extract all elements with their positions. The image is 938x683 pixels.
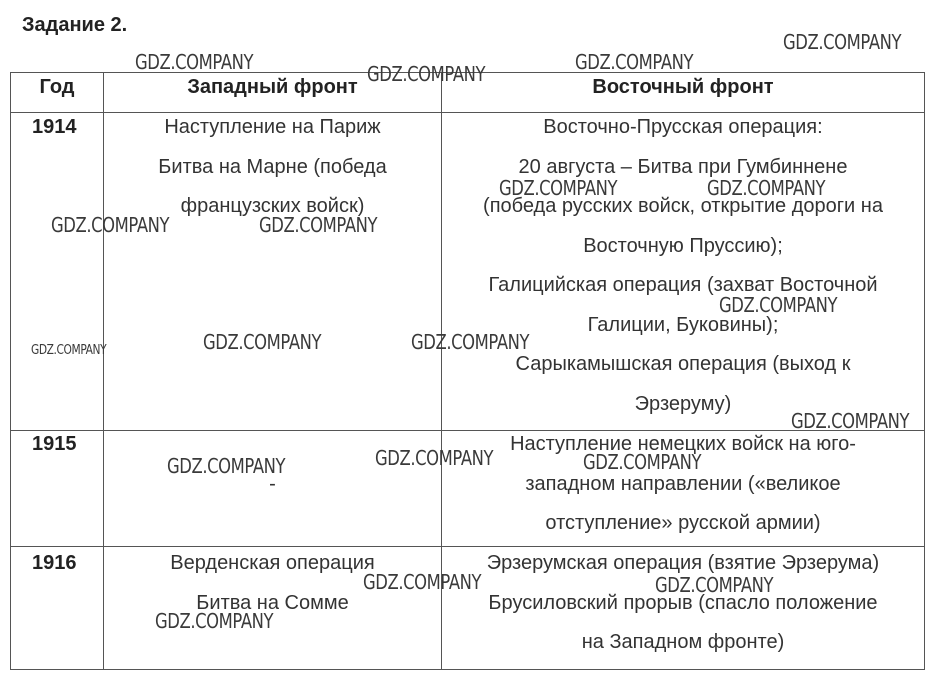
header-year: Год	[39, 76, 75, 98]
watermark: GDZ.COMPANY	[135, 50, 254, 74]
table-border-left	[10, 72, 11, 670]
row-1915-eastern	[442, 425, 924, 544]
row-year-1916: 1916	[32, 552, 77, 574]
table-cell-line: Брусиловский прорыв (спасло положение	[488, 591, 878, 614]
row-1914-eastern	[442, 108, 924, 424]
watermark: GDZ.COMPANY	[203, 330, 322, 354]
table-cell-line: Галиции, Буковины);	[587, 313, 779, 336]
table-cell-line: Битва на Сомме	[196, 591, 349, 614]
table-cell-line: 20 августа – Битва при Гумбиннене	[518, 155, 848, 178]
table-cell-line: Эрзеруму)	[634, 392, 732, 415]
table-cell-line: Сарыкамышская операция (выход к	[515, 353, 851, 375]
table-cell-line: Наступление на Париж	[164, 116, 381, 138]
header-eastern-front: Восточный фронт	[592, 76, 774, 98]
row-year-1914: 1914	[32, 116, 77, 138]
row-year-1915: 1915	[32, 433, 77, 455]
row-1914-western	[104, 108, 441, 227]
watermark: GDZ.COMPANY	[155, 609, 274, 633]
table-cell-line: Наступление немецких войск на юго-	[510, 433, 856, 455]
table-cell-line: отступление» русской армии)	[545, 512, 821, 534]
watermark: GDZ.COMPANY	[783, 30, 902, 54]
watermark: GDZ.COMPANY	[791, 409, 910, 433]
table-cell-line: Верденская операция	[170, 552, 375, 574]
watermark: GDZ.COMPANY	[411, 330, 530, 354]
watermark: GDZ.COMPANY	[575, 50, 694, 74]
table-cell-line: Эрзерумская операция (взятие Эрзерума)	[486, 552, 880, 574]
header-western-front: Западный фронт	[187, 76, 358, 98]
table-cell-line: западном направлении («великое	[525, 472, 841, 495]
watermark: GDZ.COMPANY	[499, 176, 618, 200]
watermark: GDZ.COMPANY	[583, 450, 702, 474]
table-cell-line: Восточную Пруссию);	[583, 234, 783, 257]
table-cell-line: (победа русских войск, открытие дороги на	[483, 195, 883, 217]
watermark: GDZ.COMPANY	[259, 213, 378, 237]
table-border-right	[924, 72, 925, 670]
table-cell-line: Восточно-Прусская операция:	[543, 116, 823, 138]
table-cell-line: Галицийская операция (захват Восточной	[488, 274, 878, 296]
watermark: GDZ.COMPANY	[363, 570, 482, 594]
watermark: GDZ.COMPANY	[367, 62, 486, 86]
watermark: GDZ.COMPANY	[31, 343, 107, 358]
watermark: GDZ.COMPANY	[707, 176, 826, 200]
task-heading: Задание 2.	[22, 14, 128, 36]
row-1916-eastern	[442, 544, 924, 663]
table-cell-line: на Западном фронте)	[581, 631, 785, 653]
table-cell-line: Битва на Марне (победа	[158, 155, 387, 178]
watermark: GDZ.COMPANY	[167, 454, 286, 478]
watermark: GDZ.COMPANY	[375, 446, 494, 470]
table-cell-line: французских войск)	[180, 195, 365, 217]
watermark: GDZ.COMPANY	[655, 573, 774, 597]
table-border-bottom	[10, 669, 925, 670]
watermark: GDZ.COMPANY	[719, 293, 838, 317]
table-cell-line: -	[269, 473, 276, 495]
watermark: GDZ.COMPANY	[51, 213, 170, 237]
